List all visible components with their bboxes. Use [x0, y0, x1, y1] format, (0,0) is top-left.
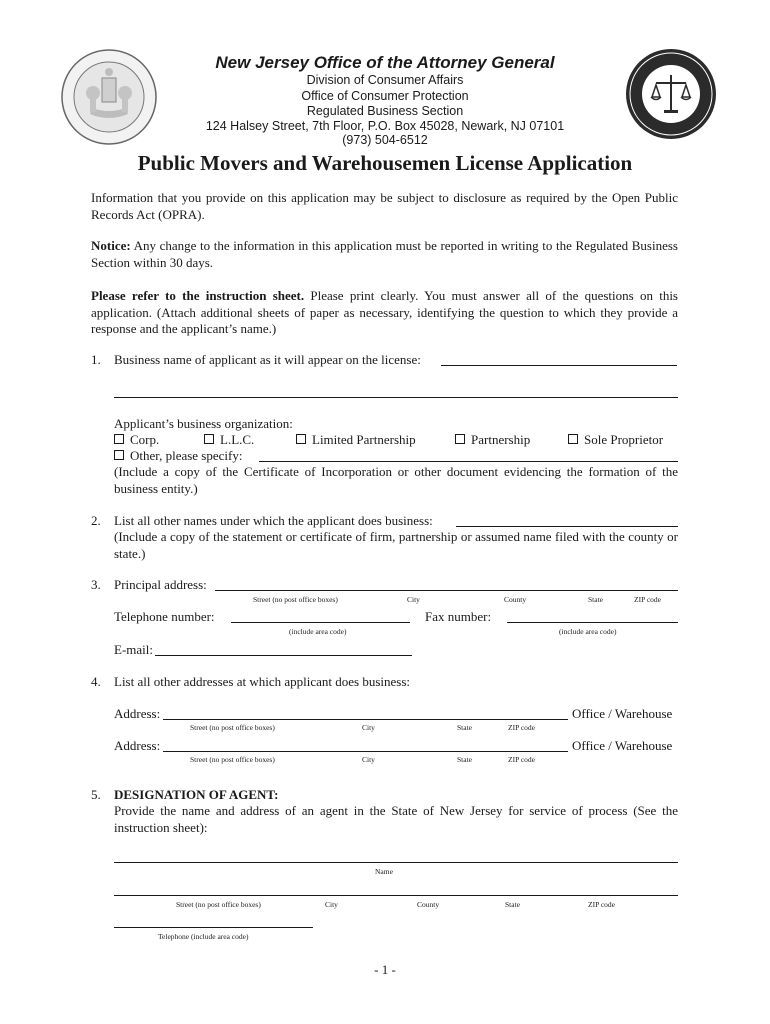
q2-note: (Include a copy of the statement or certificate of firm, partnership or assumed name filed with the county or state.)	[114, 529, 678, 561]
agent-name-field[interactable]	[114, 862, 678, 863]
notice-text: Any change to the information in this application must be reported in writing to the Regulated Business Section within 30 days.	[91, 238, 678, 270]
address-2-street-sublabel: Street (no post office boxes)	[190, 755, 275, 764]
option-corp-label: Corp.	[130, 432, 160, 447]
office-name: Office of Consumer Protection	[301, 89, 469, 103]
q5-text: Provide the name and address of an agent in the State of New Jersey for service of process (See the instruction sheet):	[114, 803, 678, 835]
email-label: E-mail:	[114, 642, 153, 657]
state-seal-icon	[60, 48, 158, 146]
principal-city-sublabel: City	[407, 595, 420, 604]
instructions-paragraph	[91, 288, 678, 338]
option-other-label: Other, please specify:	[130, 448, 243, 463]
other-specify-field[interactable]	[259, 461, 678, 462]
address-2-zip-sublabel: ZIP code	[508, 755, 536, 764]
agency-phone: (973) 504-6512	[342, 133, 428, 147]
fax-label: Fax number:	[425, 609, 492, 624]
option-partnership-label: Partnership	[471, 432, 531, 447]
option-llc[interactable]	[204, 432, 254, 448]
telephone-label: Telephone number:	[114, 609, 215, 624]
q4-number: 4.	[91, 674, 101, 689]
q1-number: 1.	[91, 352, 101, 367]
principal-address-field[interactable]	[215, 590, 678, 591]
q1-note: (Include a copy of the Certificate of Incorporation or other document evidencing the formation of the business entity.)	[114, 464, 678, 496]
left-seal	[60, 48, 158, 146]
agent-telephone-sublabel: Telephone (include area code)	[158, 932, 249, 941]
other-names-field[interactable]	[456, 526, 678, 527]
principal-street-sublabel: Street (no post office boxes)	[253, 595, 338, 604]
agent-name-sublabel: Name	[375, 867, 393, 876]
agent-city-sublabel: City	[325, 900, 338, 909]
option-other[interactable]	[114, 448, 242, 464]
business-name-field[interactable]	[441, 365, 677, 366]
opra-paragraph: Information that you provide on this application may be subject to disclosure as required by the Open Public Records Act (OPRA).	[91, 190, 678, 222]
attorney-general-seal-icon	[624, 47, 718, 141]
division-name: Division of Consumer Affairs	[306, 73, 464, 87]
address-1-state-sublabel: State	[457, 723, 472, 732]
address-2-city-sublabel: City	[362, 755, 375, 764]
checkbox-limited-partnership[interactable]	[296, 434, 306, 444]
address-1-field[interactable]	[163, 719, 568, 720]
agency-address: 124 Halsey Street, 7th Floor, P.O. Box 45028, Newark, NJ 07101	[205, 119, 565, 133]
agent-county-sublabel: County	[417, 900, 440, 909]
right-seal	[624, 47, 718, 141]
q2-label: List all other names under which the applicant does business:	[114, 513, 433, 528]
address-2-office-warehouse[interactable]: Office / Warehouse	[572, 738, 673, 753]
page-title: Public Movers and Warehousemen License Application	[137, 151, 633, 175]
business-name-field-2[interactable]	[114, 397, 678, 398]
option-partnership[interactable]	[455, 432, 530, 448]
principal-county-sublabel: County	[504, 595, 527, 604]
address-2-field[interactable]	[163, 751, 568, 752]
principal-address-label: Principal address:	[114, 577, 207, 592]
section-name: Regulated Business Section	[306, 104, 464, 118]
address-1-label: Address:	[114, 706, 161, 721]
q1-label: Business name of applicant as it will appear on the license:	[114, 352, 421, 367]
address-1-office-warehouse[interactable]: Office / Warehouse	[572, 706, 673, 721]
option-sole-proprietor[interactable]	[568, 432, 663, 448]
agent-telephone-field[interactable]	[114, 927, 313, 928]
fax-area-code-sublabel: (include area code)	[559, 627, 617, 636]
checkbox-corp[interactable]	[114, 434, 124, 444]
notice-label: Notice:	[91, 238, 131, 253]
q5-number: 5.	[91, 787, 101, 802]
agent-street-sublabel: Street (no post office boxes)	[176, 900, 261, 909]
address-1-street-sublabel: Street (no post office boxes)	[190, 723, 275, 732]
checkbox-other[interactable]	[114, 450, 124, 460]
address-2-state-sublabel: State	[457, 755, 472, 764]
notice-paragraph	[91, 238, 678, 271]
checkbox-partnership[interactable]	[455, 434, 465, 444]
q5-heading: DESIGNATION OF AGENT:	[114, 787, 279, 802]
address-2-label: Address:	[114, 738, 161, 753]
option-sole-proprietor-label: Sole Proprietor	[584, 432, 664, 447]
agency-name: New Jersey Office of the Attorney General	[215, 53, 555, 72]
agent-address-field[interactable]	[114, 895, 678, 896]
q2-number: 2.	[91, 513, 101, 528]
principal-state-sublabel: State	[588, 595, 603, 604]
checkbox-llc[interactable]	[204, 434, 214, 444]
q4-label: List all other addresses at which applicant does business:	[114, 674, 411, 689]
principal-zip-sublabel: ZIP code	[634, 595, 662, 604]
checkbox-sole-proprietor[interactable]	[568, 434, 578, 444]
telephone-field[interactable]	[231, 622, 410, 623]
option-limited-partnership-label: Limited Partnership	[312, 432, 416, 447]
fax-field[interactable]	[507, 622, 678, 623]
refer-text: Please print clearly. You must answer all of the questions on this application. (Attach additional sheets of paper as necessary, identifying the question to which they provide a response and the applicant’s name.)	[91, 288, 678, 336]
option-limited-partnership[interactable]	[296, 432, 416, 448]
email-field[interactable]	[155, 655, 412, 656]
address-1-zip-sublabel: ZIP code	[508, 723, 536, 732]
page-number: - 1 -	[374, 962, 396, 977]
agent-zip-sublabel: ZIP code	[588, 900, 616, 909]
telephone-area-code-sublabel: (include area code)	[289, 627, 347, 636]
q3-number: 3.	[91, 577, 101, 592]
agent-state-sublabel: State	[505, 900, 520, 909]
address-1-city-sublabel: City	[362, 723, 375, 732]
org-label: Applicant’s business organization:	[114, 416, 293, 431]
option-llc-label: L.L.C.	[220, 432, 255, 447]
refer-label: Please refer to the instruction sheet.	[91, 288, 305, 303]
option-corp[interactable]	[114, 432, 159, 448]
